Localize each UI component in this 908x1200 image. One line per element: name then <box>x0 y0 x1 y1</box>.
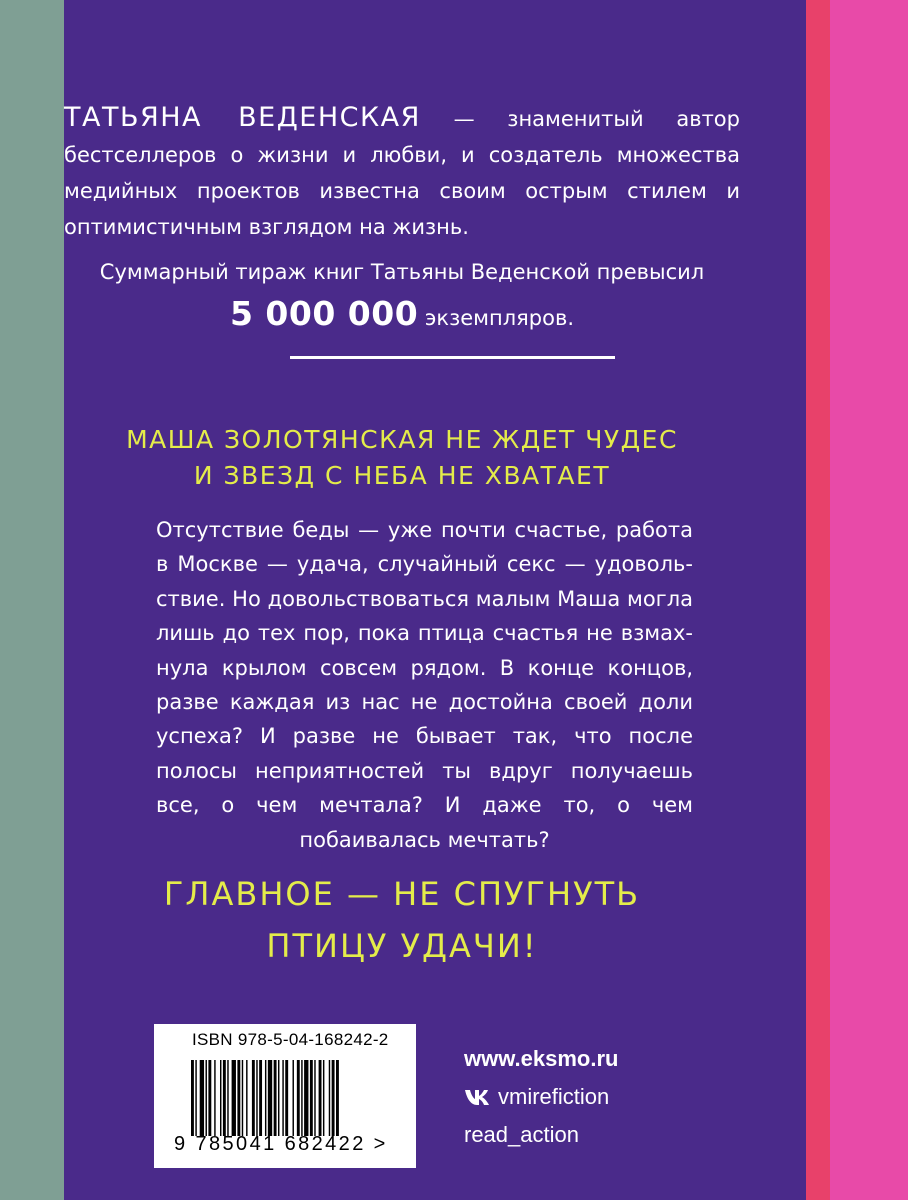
barcode-bar <box>242 1060 243 1136</box>
tagline-line-2: ПТИЦУ УДАЧИ! <box>266 927 538 965</box>
circulation-figure <box>64 290 740 342</box>
book-blurb: Отсутствие беды — уже почти счастье, работа в Москве — удача, случайный секс — удовольствие. Но довольствоваться малым Маша могла лишь до тех пор, пока птица счастья не взмахнула крылом совсем рядом. В конце концов, разве каждая из нас не достойна своей доли успеха? И разве не бывает так, что после полосы неприятностей ты вдруг получаешь все, о чем мечтала? И даже то, о чем побаивалась мечтать? <box>156 518 693 852</box>
barcode-digits: 9 785041 682422 > <box>174 1133 388 1155</box>
middle-color-stripe <box>806 0 830 1200</box>
barcode-bar <box>282 1060 283 1136</box>
author-bio-text: — знаменитый автор бестселлеров о жизни и любви, и создатель множества медийных проектов известна своим острым стилем и оптимистичным взглядом на жизнь. <box>64 107 740 239</box>
barcode-bar <box>319 1060 322 1136</box>
barcode-bar <box>301 1060 302 1136</box>
social-handle[interactable]: read_action <box>464 1122 579 1147</box>
vk-handle: vmirefiction <box>498 1084 610 1109</box>
barcode-bars <box>191 1060 381 1136</box>
barcode-bar <box>195 1060 196 1136</box>
subheading <box>64 422 740 494</box>
barcode-bar <box>310 1060 313 1136</box>
tagline-line-1: ГЛАВНОЕ — НЕ СПУГНУТЬ <box>163 875 641 913</box>
right-color-stripe <box>830 0 908 1200</box>
barcode-bar <box>246 1060 247 1136</box>
barcode-bar <box>237 1060 240 1136</box>
circulation-text: Суммарный тираж книг Татьяны Веденской превысил <box>99 260 705 284</box>
barcode-bar <box>214 1060 215 1136</box>
barcode-bar <box>268 1060 272 1136</box>
barcode-bar <box>223 1060 226 1136</box>
barcode-bar <box>314 1060 315 1136</box>
barcode-bar <box>208 1060 211 1136</box>
isbn-number: ISBN 978-5-04-168242-2 <box>192 1030 389 1049</box>
left-color-stripe <box>0 0 64 1200</box>
barcode-bar <box>278 1060 279 1136</box>
tagline <box>64 868 740 972</box>
barcode-bar <box>293 1060 294 1136</box>
author-name: ТАТЬЯНА ВЕДЕНСКАЯ <box>64 102 421 133</box>
barcode-bar <box>332 1060 335 1136</box>
barcode-bar <box>304 1060 308 1136</box>
barcode-bar <box>285 1060 288 1136</box>
circulation-unit: экземпляров. <box>418 306 575 330</box>
barcode-bar <box>274 1060 277 1136</box>
barcode-bar <box>323 1060 324 1136</box>
barcode-bar <box>265 1060 266 1136</box>
barcode-bar <box>336 1060 339 1136</box>
barcode-bar <box>329 1060 330 1136</box>
author-bio <box>64 100 740 245</box>
divider-line <box>290 356 615 359</box>
website-link[interactable]: www.eksmo.ru <box>464 1046 619 1071</box>
circulation-number: 5 000 000 <box>229 294 419 333</box>
barcode-bar <box>297 1060 300 1136</box>
isbn-barcode-box <box>154 1024 416 1168</box>
barcode-bar <box>191 1060 194 1136</box>
subheading-line-2: И ЗВЕЗД С НЕБА НЕ ХВАТАЕТ <box>193 461 611 490</box>
publisher-contacts <box>464 1040 618 1154</box>
vk-row[interactable] <box>464 1078 618 1116</box>
barcode-bar <box>232 1060 236 1136</box>
barcode-bar <box>206 1060 207 1136</box>
barcode-bar <box>220 1060 221 1136</box>
barcode-bar <box>200 1060 204 1136</box>
subheading-line-1: МАША ЗОЛОТЯНСКАЯ НЕ ЖДЕТ ЧУДЕС <box>126 425 678 454</box>
barcode-bar <box>259 1060 262 1136</box>
barcode-bar <box>227 1060 228 1136</box>
vk-icon <box>464 1088 492 1106</box>
barcode-bar <box>256 1060 257 1136</box>
barcode-bar <box>252 1060 255 1136</box>
